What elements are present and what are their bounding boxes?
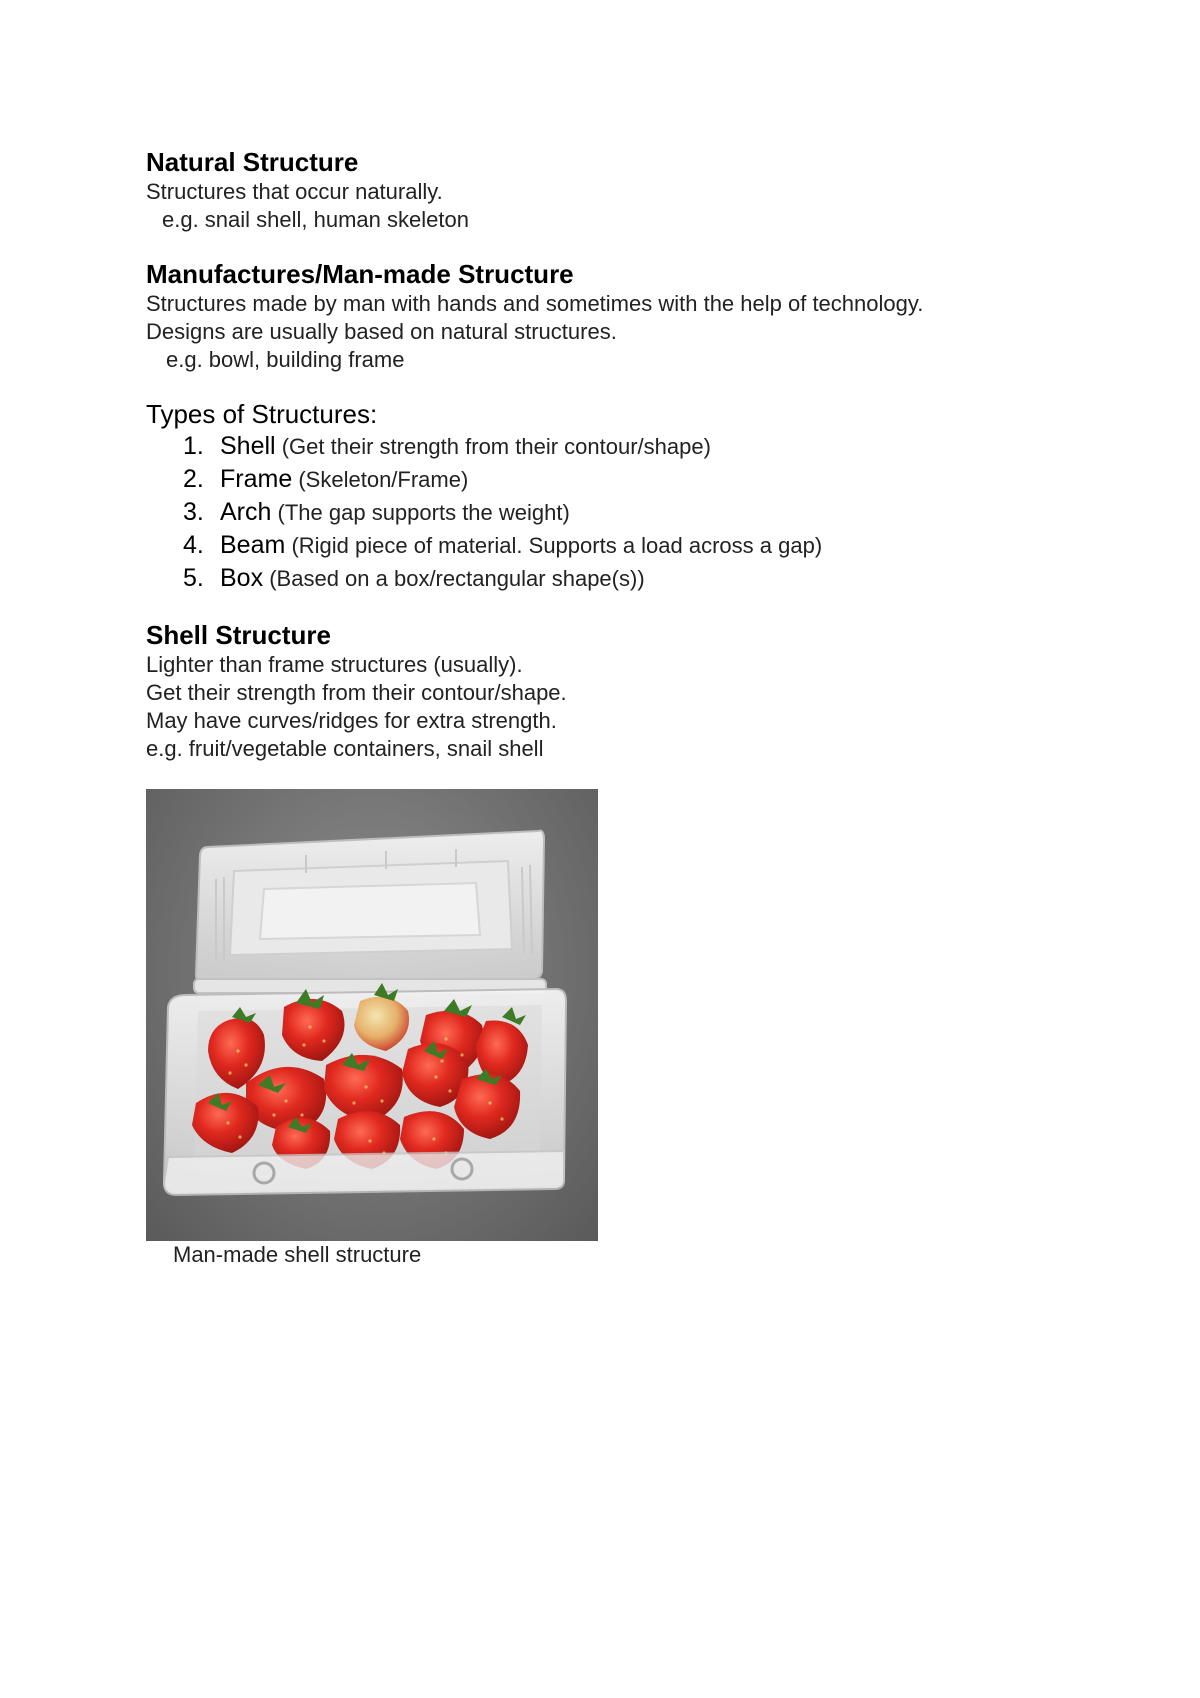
list-item-number: 5. <box>183 564 204 592</box>
shell-structure-heading: Shell Structure <box>146 620 331 650</box>
list-item-description: (Get their strength from their contour/shape) <box>281 434 711 459</box>
list-item-term: Box <box>220 564 264 592</box>
list-item-term: Shell <box>220 432 276 460</box>
shell-structure-line-3: May have curves/ridges for extra strength. <box>146 708 557 733</box>
list-item-number: 1. <box>183 432 204 460</box>
manmade-structure-heading: Manufactures/Man-made Structure <box>146 259 574 289</box>
shell-structure-line-2: Get their strength from their contour/shape. <box>146 680 567 705</box>
list-item <box>183 496 1106 529</box>
manmade-structure-example: e.g. bowl, building frame <box>166 347 405 372</box>
manmade-structure-definition: Structures made by man with hands and sometimes with the help of technology. <box>146 291 924 316</box>
types-of-structures-heading: Types of Structures: <box>146 399 378 429</box>
list-item-term: Arch <box>220 498 272 526</box>
list-item-description: (Skeleton/Frame) <box>298 467 469 492</box>
list-item-number: 3. <box>183 498 204 526</box>
natural-structure-section <box>146 146 1106 234</box>
manmade-structure-section <box>146 258 1106 374</box>
strawberry-container-illustration <box>146 789 598 1241</box>
list-item <box>183 562 1106 595</box>
list-item-description: (Rigid piece of material. Supports a load across a gap) <box>291 533 823 558</box>
list-item-number: 2. <box>183 465 204 493</box>
list-item-term: Frame <box>220 465 293 493</box>
types-of-structures-list <box>146 430 1106 595</box>
list-item-description: (Based on a box/rectangular shape(s)) <box>269 566 645 591</box>
shell-structure-section <box>146 619 1106 763</box>
list-item-description: (The gap supports the weight) <box>277 500 570 525</box>
figure-caption: Man-made shell structure <box>173 1242 422 1267</box>
manmade-structure-design-note: Designs are usually based on natural structures. <box>146 319 617 344</box>
list-item <box>183 430 1106 463</box>
natural-structure-example: e.g. snail shell, human skeleton <box>162 207 469 232</box>
strawberry-container-photo <box>146 789 598 1241</box>
natural-structure-heading: Natural Structure <box>146 147 359 177</box>
natural-structure-definition: Structures that occur naturally. <box>146 179 443 204</box>
list-item-term: Beam <box>220 531 286 559</box>
shell-structure-line-1: Lighter than frame structures (usually). <box>146 652 523 677</box>
types-of-structures-section <box>146 398 1106 595</box>
list-item <box>183 463 1106 496</box>
shell-structure-example: e.g. fruit/vegetable containers, snail shell <box>146 736 544 761</box>
list-item <box>183 529 1106 562</box>
list-item-number: 4. <box>183 531 204 559</box>
document-page <box>146 146 1106 1269</box>
